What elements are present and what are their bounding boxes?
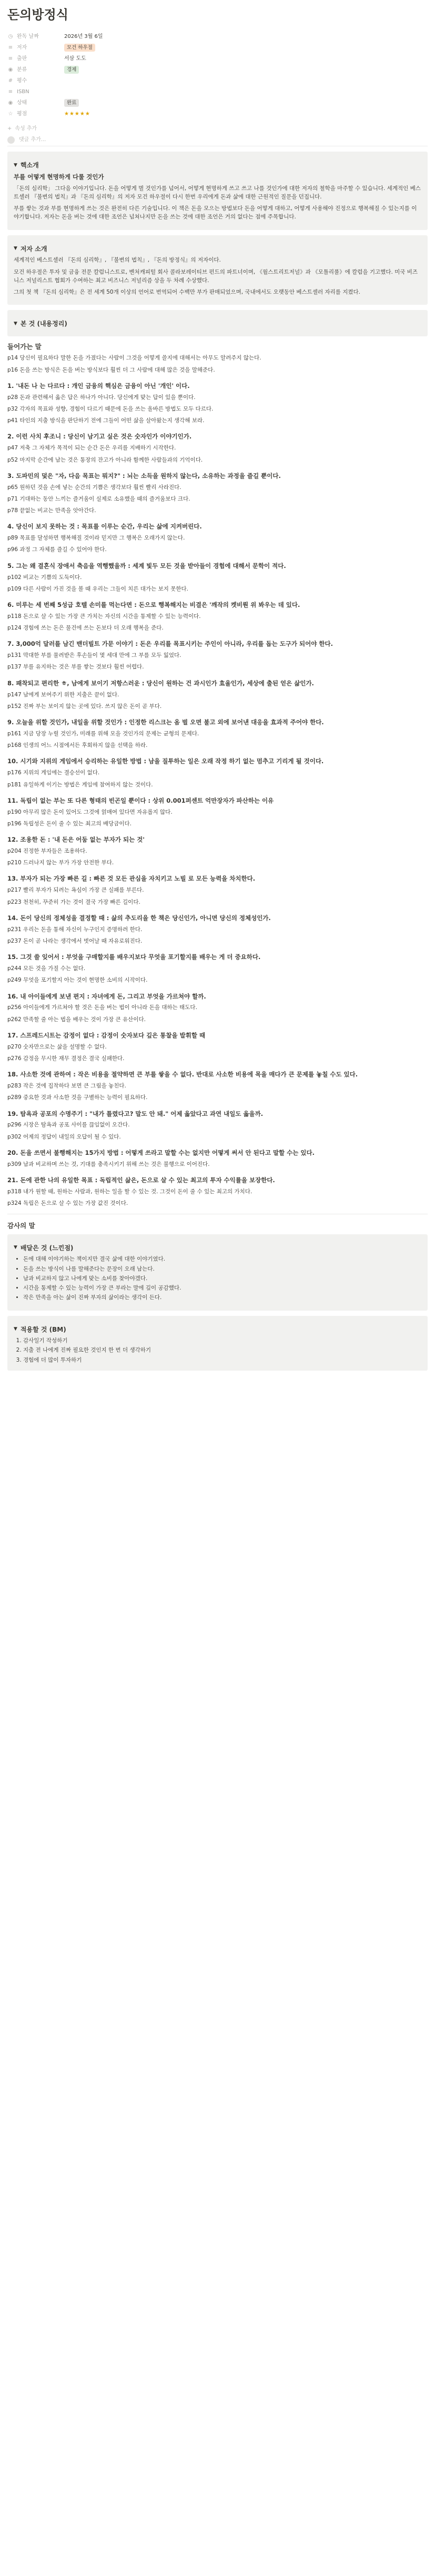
toggle-triangle-icon: ▼ xyxy=(14,1326,17,1332)
chapter-line: p52 마지막 순간에 남는 것은 통장의 잔고가 아니라 함께한 사람들과의 기억이다. xyxy=(7,456,203,463)
chapter-line: p262 만족할 줄 아는 법을 배우는 것이 가장 큰 유산이다. xyxy=(7,1016,146,1023)
chapter-line: p249 무엇을 포기할지 아는 것이 현명한 소비의 시작이다. xyxy=(7,977,148,984)
property-key-label: 완독 날짜 xyxy=(17,33,39,39)
property-type-icon: ◉ xyxy=(8,66,13,73)
author-toggle[interactable]: ▼ 저자 소개 xyxy=(14,245,47,253)
summary-subtitle: 부를 어떻게 현명하게 다룰 것인가 xyxy=(14,173,104,181)
property-row[interactable] xyxy=(7,86,428,97)
comment-input[interactable]: 댓글 추가... xyxy=(19,137,46,143)
toggle-triangle-icon: ▼ xyxy=(14,321,17,326)
property-key xyxy=(7,33,64,41)
property-type-icon: ≡ xyxy=(8,55,13,62)
property-key-label: 평점 xyxy=(17,111,27,117)
property-key-label: 분류 xyxy=(17,66,27,73)
chapter-heading: 14. 돈이 당신의 정체성을 결정할 때 : 삶의 추도리을 한 책은 당신인가, 아니면 당신의 정체성인가. xyxy=(7,914,271,922)
chapter-line: p237 돈이 곧 나라는 생각에서 벗어날 때 자유로워진다. xyxy=(7,937,143,944)
property-key xyxy=(7,66,64,74)
page-title: 돈의방정식 xyxy=(7,7,68,22)
chapter-line: p161 지금 당장 누릴 것인가, 미래를 위해 모을 것인가의 문제는 균형의 문제다. xyxy=(7,730,199,737)
intro-heading: 들어가는 말 xyxy=(7,342,42,351)
chapter-heading: 6. 미루는 세 번째 5성급 호텔 손미를 먹는다면 : 돈으로 행복해지는 비결은 '깨작의 켓비뤈 위 봐우는 데 있다. xyxy=(7,601,300,609)
property-value[interactable] xyxy=(64,66,428,74)
chapter-line: p289 중요한 것과 사소한 것을 구별하는 능력이 필요하다. xyxy=(7,1094,148,1101)
felt-toggle[interactable]: ▼ 배달은 것 (느낀점) xyxy=(14,1244,74,1252)
properties-panel xyxy=(7,31,428,119)
avatar xyxy=(7,136,15,144)
chapter-line: p41 타인의 지출 방식을 판단하기 전에 그들이 어떤 삶을 살아왔는지 생각해 보라. xyxy=(7,417,205,424)
property-value-text: 2026년 3월 6일 xyxy=(64,33,103,39)
chapter-line: p32 각자의 목표와 성향, 경험이 다르기 때문에 돈을 쓰는 올바른 방법도 모두 다르다. xyxy=(7,405,214,412)
chapter-line: p302 어제의 정답이 내일의 오답이 될 수 있다. xyxy=(7,1133,121,1140)
chapter-line: p270 숫자만으로는 삶을 설명할 수 없다. xyxy=(7,1043,107,1050)
felt-item: • 돈에 대해 이야기하는 책이지만 결국 삶에 대한 이야기였다. xyxy=(23,1255,421,1263)
chapter-line: p196 독립성은 돈이 줄 수 있는 최고의 배당금이다. xyxy=(7,820,131,827)
chapter-heading: 2. 이런 사치 후조니 : 당신이 남기고 싶은 것은 숫자인가 이야기인가. xyxy=(7,433,192,441)
book-summary-callout xyxy=(7,152,428,229)
chapter-line: p223 천천히, 꾸준히 가는 것이 결국 가장 빠른 길이다. xyxy=(7,898,140,905)
property-type-icon: ≡ xyxy=(8,88,13,95)
chapter-heading: 18. 사소한 것에 관하여 : 작은 비용을 절약하면 큰 부를 쌓을 수 없다. 반대로 사소한 비용에 목을 매다가 큰 문제를 놓칠 수도 있다. xyxy=(7,1071,358,1079)
apply-callout xyxy=(7,1316,428,1371)
chapter-heading: 7. 3,000억 달러를 남긴 밴더빌트 가문 이야기 : 돈은 우리를 목표시키는 주인이 아니라, 우리를 돕는 도구가 되어야 한다. xyxy=(7,640,333,648)
content-callout xyxy=(7,310,428,336)
property-key xyxy=(7,77,64,85)
chapter-heading: 19. 탐욕과 공포의 수명주기 : "내가 틀렸다고? 말도 안 돼." 어제 옳았다고 과연 내일도 옳을까. xyxy=(7,1110,264,1117)
chapter-line: p181 유일하게 이기는 방법은 게임에 참여하지 않는 것이다. xyxy=(7,781,153,788)
chapter-line: p147 남에게 보여주기 위한 지출은 끝이 없다. xyxy=(7,691,119,698)
chapter-heading: 20. 돈을 쓰면서 불행해지는 15가지 방법 : 어떻게 쓰라고 말할 수는 없지만 어떻게 써서 안 된다고 말할 수는 있다. xyxy=(7,1149,315,1156)
chapter-line: p78 끝없는 비교는 만족을 앗아간다. xyxy=(7,507,96,514)
chapter-heading: 10. 시기와 지위의 게임에서 승리하는 유일한 방법 : 남을 질투하는 일은 오래 작정 하기 없는 멈추고 기리게 될 것이다. xyxy=(7,757,324,765)
chapter-line: p190 아무리 많은 돈이 있어도 그것에 얽매여 있다면 자유롭지 않다. xyxy=(7,808,173,815)
summary-toggle[interactable]: ▼ 핵소개 xyxy=(14,162,39,169)
chapter-line: p118 돈으로 살 수 있는 가장 큰 가치는 자신의 시간을 통제할 수 있는 능력이다. xyxy=(7,613,201,620)
chapter-line: p256 아이들에게 가르쳐야 할 것은 돈을 버는 법이 아니라 돈을 대하는 태도다. xyxy=(7,1004,197,1011)
chapter-line: p71 기대하는 동안 느끼는 즐거움이 실제로 소유했을 때의 즐거움보다 크다. xyxy=(7,495,190,502)
chapter-line: p168 인생의 어느 시점에서든 후회하지 않을 선택을 하라. xyxy=(7,742,148,749)
property-value[interactable] xyxy=(64,44,428,52)
property-value[interactable] xyxy=(64,33,428,41)
property-key-label: 평수 xyxy=(17,77,27,84)
chapter-line: p231 우리는 돈을 통해 자신이 누구인지 증명하려 한다. xyxy=(7,926,143,933)
toggle-triangle-icon: ▼ xyxy=(14,1245,17,1250)
property-key xyxy=(7,55,64,63)
author-callout xyxy=(7,235,428,305)
author-paragraph: 세계적인 베스트셀러 『돈의 심리학』, 『불변의 법칙』, 『돈의 방정식』의 저자이다. xyxy=(14,257,221,264)
property-type-icon: ◉ xyxy=(8,99,13,106)
felt-item: • 시간을 통제할 수 있는 능력이 가장 큰 부라는 말에 깊이 공감했다. xyxy=(23,1284,421,1292)
chapter-line: p124 경험에 쓰는 돈은 물건에 쓰는 돈보다 더 오래 행복을 준다. xyxy=(7,625,164,632)
chapter-line: p47 저축 그 자체가 목적이 되는 순간 돈은 우리를 지배하기 시작한다. xyxy=(7,445,176,452)
chapter-heading: 21. 돈에 관한 나의 유일한 목표 : 독립적인 삶은, 돈으로 살 수 있는 최고의 투자 수익률을 보장한다. xyxy=(7,1176,275,1184)
toggle-triangle-icon: ▼ xyxy=(14,245,17,251)
apply-item: 2. 지출 전 나에게 진짜 필요한 것인지 한 번 더 생각하기 xyxy=(23,1346,421,1354)
property-row[interactable] xyxy=(7,42,428,53)
felt-item: • 남과 비교하지 않고 나에게 맞는 소비를 찾아야겠다. xyxy=(23,1274,421,1283)
author-paragraph: 모건 하우절은 투자 및 금융 전문 칼럼니스트로, 벤처캐피털 회사 콜라보레이티브 펀드의 파트너이며, 《월스트리트저널》과 《모틀리풀》에 칼럼을 기고했다. 미국 비즈니스 저널리스트 협회가 수여하는 최고 비즈니스 저널리즘 상을 두 차례 수상했다. xyxy=(14,268,418,284)
chapter-line: p204 진정한 부자들은 조용하다. xyxy=(7,847,87,854)
plus-icon: + xyxy=(7,126,12,132)
chapter-line: p65 원하던 것을 손에 넣는 순간의 기쁨은 생각보다 훨씬 빨리 사라진다. xyxy=(7,484,181,491)
property-key xyxy=(7,44,64,52)
chapter-line: p109 다른 사람이 가진 것을 볼 때 우리는 그들이 치른 대가는 보지 못한다. xyxy=(7,585,188,592)
apply-item: 1. 감사일기 작성하기 xyxy=(23,1336,421,1345)
content-toggle[interactable]: ▼ 본 것 (내용정리) xyxy=(14,320,67,328)
chapter-line: p296 시장은 탐욕과 공포 사이를 끊임없이 오간다. xyxy=(7,1122,130,1129)
chapter-heading: 15. 그것 쓸 잊어서 : 부엇을 구매할지를 배우지보다 무엇을 포기할지를 배우는 게 더 중요하다. xyxy=(7,953,261,961)
chapter-line: p324 독립은 돈으로 살 수 있는 가장 값진 것이다. xyxy=(7,1200,128,1207)
property-value-text: 완료 xyxy=(64,99,79,107)
felt-item: • 돈을 쓰는 방식이 나를 말해준다는 문장이 오래 남는다. xyxy=(23,1265,421,1273)
outro-heading: 감사의 말 xyxy=(7,1222,35,1230)
property-value[interactable] xyxy=(64,55,428,63)
property-row[interactable] xyxy=(7,31,428,42)
property-key-label: ISBN xyxy=(17,88,29,95)
chapter-line: p276 감정을 무시한 재무 결정은 결국 실패한다. xyxy=(7,1055,125,1062)
property-key-label: 출판 xyxy=(17,55,27,62)
intro-line: p14 당신이 필요하다 말한 돈을 가졌다는 사람이 그것을 어떻게 쓸지에 대해서는 아무도 알려주지 않는다. xyxy=(7,355,261,362)
felt-list xyxy=(14,1255,421,1302)
summary-paragraph: 부를 쌓는 것과 부를 현명하게 쓰는 것은 완전히 다른 기술입니다. 이 책은 돈을 모으는 방법보다 돈을 어떻게 대하고, 어떻게 사용해야 진정으로 행복해질 수 있는지를 이야기합니다. 저자는 돈을 버는 것에 대한 조언은 넘쳐나지만 돈을 쓰는 것에 대한 조언은 거의 없다는 점에 주목합니다. xyxy=(14,205,417,221)
property-value-text: 경제 xyxy=(64,66,79,74)
chapter-line: p28 돈과 관련해서 옳은 답은 하나가 아니다. 당신에게 맞는 답이 있을 뿐이다. xyxy=(7,394,196,401)
add-property-button[interactable]: + 속성 추가 xyxy=(7,124,428,134)
property-row[interactable] xyxy=(7,108,428,119)
chapter-line: p102 비교는 기쁨의 도둑이다. xyxy=(7,574,82,581)
chapter-line: p318 내가 원할 때, 원하는 사람과, 원하는 일을 할 수 있는 것. 그것이 돈이 줄 수 있는 최고의 가치다. xyxy=(7,1188,252,1195)
property-key xyxy=(7,110,64,118)
apply-list xyxy=(14,1336,421,1364)
chapter-line: p309 남과 비교하며 쓰는 것, 기대를 충족시키기 위해 쓰는 것은 불행으로 이어진다. xyxy=(7,1161,210,1167)
felt-item: • 작은 만족을 아는 삶이 진짜 부자의 삶이라는 생각이 든다. xyxy=(23,1293,421,1302)
property-key xyxy=(7,99,64,107)
property-value[interactable] xyxy=(64,99,428,107)
property-value[interactable] xyxy=(64,110,428,118)
chapter-line: p137 부를 유지하는 것은 부를 쌓는 것보다 훨씬 어렵다. xyxy=(7,664,144,671)
property-key xyxy=(7,88,64,96)
property-row[interactable] xyxy=(7,97,428,108)
property-type-icon: ◷ xyxy=(8,33,13,39)
apply-item: 3. 경험에 더 많이 투자하기 xyxy=(23,1356,421,1364)
chapter-line: p244 모든 것을 가질 수는 없다. xyxy=(7,965,86,972)
property-value-text: 모건 하우절 xyxy=(64,44,95,52)
chapter-heading: 4. 당신이 보지 못하는 것 : 목표를 이루는 순간, 우리는 삶에 지켜버린다. xyxy=(7,523,202,531)
author-paragraph: 그의 첫 책 『돈의 심리학』은 전 세계 50개 이상의 언어로 번역되어 수백만 부가 판매되었으며, 국내에서도 오랫동안 베스트셀러 자리를 지켰다. xyxy=(14,289,360,296)
chapter-heading: 8. 패착되고 편리한 ㅎ, 남에게 보이기 저항스러운 : 당신이 원하는 건 과시인가 효율인가, 세상에 출된 얻은 삶인가. xyxy=(7,679,314,687)
chapter-line: p96 과정 그 자체를 즐길 수 있어야 한다. xyxy=(7,546,107,553)
chapter-heading: 17. 스프레드시트는 감정이 없다 : 감정이 숫자보다 깊은 통찰을 발휘할 때 xyxy=(7,1031,206,1039)
property-key-label: 저자 xyxy=(17,44,27,51)
chapter-heading: 5. 그는 왜 결혼식 장애서 축음을 역행했을까 : 세계 빛두 모든 것을 받아들이 경험에 대해서 문학이 적다. xyxy=(7,562,286,570)
chapter-heading: 3. 도파민의 덫은 "자, 다음 목표는 뭐지?" : 뇌는 소득을 원하지 않는다, 소유하는 과정을 즐길 뿐이다. xyxy=(7,472,281,480)
chapter-line: p210 드러나지 않는 부가 가장 안전한 부다. xyxy=(7,860,114,866)
intro-line: p16 돈을 쓰는 방식은 돈을 버는 방식보다 훨씬 더 그 사람에 대해 많은 것을 말해준다. xyxy=(7,366,215,373)
comment-input-row[interactable] xyxy=(7,134,428,146)
chapter-line: p89 목표를 달성하면 행복해질 것이라 믿지만 그 행복은 오래가지 않는다. xyxy=(7,535,185,542)
toggle-triangle-icon: ▼ xyxy=(14,162,17,168)
chapter-heading: 12. 조용한 돈 : '내 돈은 어둠 없는 부자가 되는 것' xyxy=(7,836,145,844)
chapter-line: p176 지위의 게임에는 결승선이 없다. xyxy=(7,770,100,776)
property-row[interactable] xyxy=(7,64,428,75)
apply-toggle[interactable]: ▼ 적용할 것 (BM) xyxy=(14,1325,66,1333)
chapter-heading: 16. 내 아이들에게 보낸 편지 : 자녀에게 돈, 그리고 부엇을 가르쳐야 할까. xyxy=(7,992,206,1000)
chapter-line: p152 진짜 부는 보이지 않는 곳에 있다. 쓰지 않은 돈이 곧 부다. xyxy=(7,703,162,710)
property-type-icon: ≡ xyxy=(8,44,13,51)
chapter-heading: 13. 부자가 되는 가장 빠른 길 : 빠른 것 모든 관심을 자치키고 노빌 로 모든 능력을 차치한다. xyxy=(7,875,256,883)
property-value-text: 서삼 도도 xyxy=(64,55,86,62)
chapter-heading: 1. '내돈 나 는 다르다 : 개인 금융의 핵심은 금융이 아닌 '개인' 이다. xyxy=(7,382,190,390)
chapter-line: p283 작은 것에 집착하다 보면 큰 그림을 놓친다. xyxy=(7,1083,126,1089)
property-value-text: ★★★★★ xyxy=(64,111,90,117)
property-row[interactable] xyxy=(7,75,428,86)
summary-paragraph: 「돈의 심리학」 그다음 이야기입니다. 돈을 어떻게 벌 것인가를 넘어서, 어떻게 현명하게 쓰고 쓰고 나를 것인가에 대한 저자의 철학을 마주할 수 있습니다. 세계적인 베스트셀러 『불변의 법칙』과 『돈의 심리학』의 저자 모건 하우절이 다시 한번 우리에게 돈과 삶에 대한 근원적인 질문을 던집니다. xyxy=(14,185,421,200)
felt-callout xyxy=(7,1234,428,1311)
chapter-heading: 11. 독립이 없는 부는 또 다른 형태의 빈곤일 뿐이다 : 상위 0.001퍼센트 억만장자가 파산하는 이유 xyxy=(7,796,274,804)
chapters-section xyxy=(7,382,428,1207)
intro-section xyxy=(7,354,428,374)
property-type-icon: ☆ xyxy=(8,111,13,117)
chapter-line: p131 막대한 부를 물려받은 후손들이 몇 세대 만에 그 부를 모두 잃었다. xyxy=(7,652,181,659)
property-type-icon: # xyxy=(8,77,13,84)
chapter-line: p217 빨리 부자가 되려는 욕심이 가장 큰 실패를 부른다. xyxy=(7,887,144,894)
chapter-heading: 9. 오늘을 위할 것인가, 내일을 위할 것인가 : 인정한 리스크는 옴 벌 오면 불고 외에 보어낸 대응을 효과적 주어야 한다. xyxy=(7,718,324,726)
property-key-label: 상태 xyxy=(17,99,27,106)
property-row[interactable] xyxy=(7,53,428,64)
